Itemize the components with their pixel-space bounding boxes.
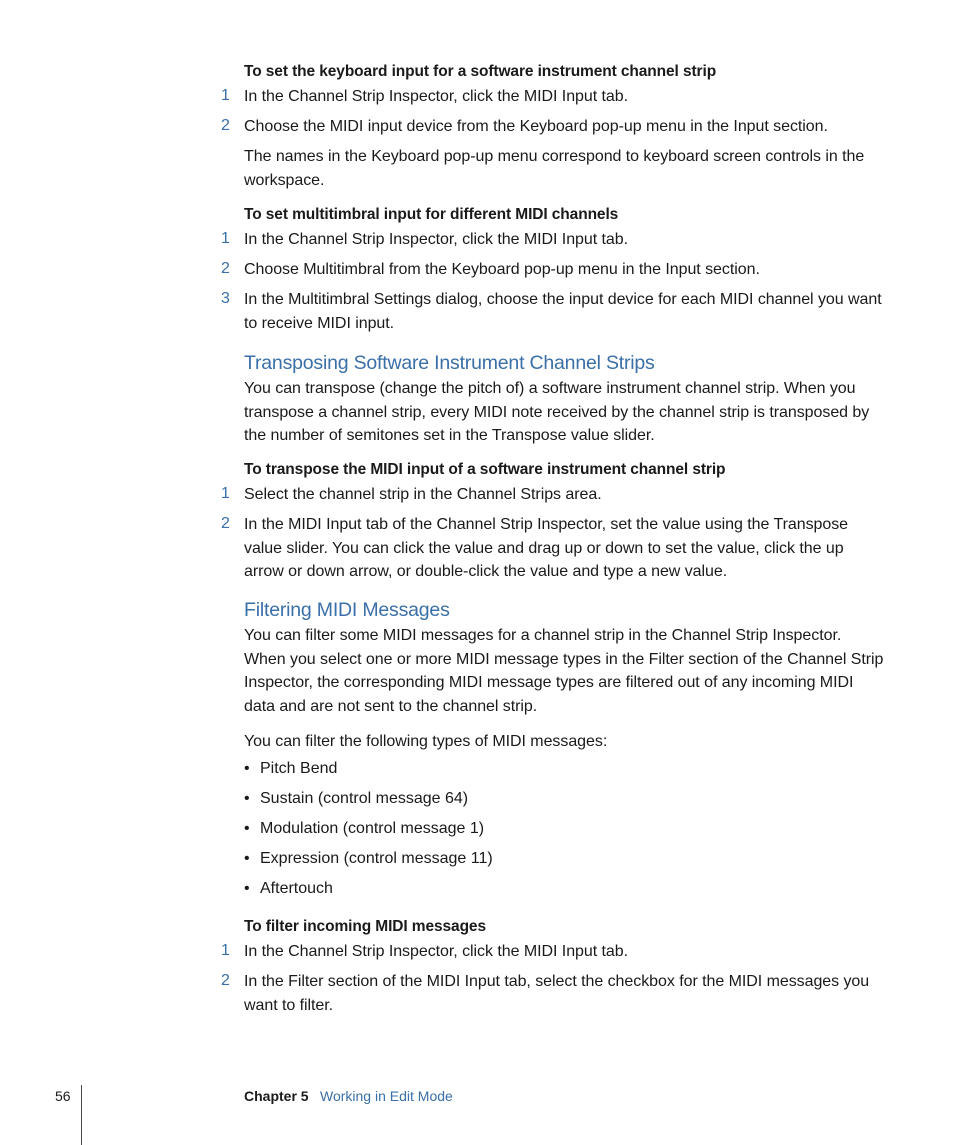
step-number: 1	[221, 87, 230, 104]
bullet-icon: •	[244, 790, 250, 807]
step-text: In the MIDI Input tab of the Channel Strip Inspector, set the value using the Transpose value slider. You can click the value and drag up or down to set the value, click the up arrow or down arrow, or double-click the value and type a new value.	[244, 516, 849, 580]
chapter-title: Working in Edit Mode	[320, 1088, 453, 1104]
step-text: In the Multitimbral Settings dialog, choose the input device for each MIDI channel you want to receive MIDI input.	[244, 291, 882, 332]
task-heading-text: To filter incoming MIDI messages	[244, 918, 486, 935]
page-number: 56	[55, 1088, 71, 1104]
step-text: In the Channel Strip Inspector, click the MIDI Input tab.	[244, 88, 629, 105]
task-heading-transpose: To transpose the MIDI input of a software instrument channel strip	[244, 461, 726, 478]
list-item: Aftertouch	[260, 880, 333, 897]
list-intro: You can filter the following types of MIDI messages:	[244, 733, 608, 750]
step-text: In the Channel Strip Inspector, click the MIDI Input tab.	[244, 231, 629, 248]
step-number: 2	[221, 972, 230, 989]
bullet-icon: •	[244, 880, 250, 897]
step-number: 1	[221, 485, 230, 502]
list-item: Expression (control message 11)	[260, 850, 493, 867]
step-text: Choose Multitimbral from the Keyboard pop-up menu in the Input section.	[244, 261, 760, 278]
list-item: Modulation (control message 1)	[260, 820, 485, 837]
task-heading-multitimbral: To set multitimbral input for different MIDI channels	[244, 206, 619, 223]
task-heading-keyboard-input: To set the keyboard input for a software instrument channel strip	[244, 63, 717, 80]
step-number: 1	[221, 230, 230, 247]
step-number: 3	[221, 290, 230, 307]
section-heading-transposing: Transposing Software Instrument Channel Strips	[244, 352, 655, 374]
intro-paragraph: You can filter some MIDI messages for a channel strip in the Channel Strip Inspector. When you select one or more MIDI message types in the Filter section of the Channel Strip Inspector, the corresponding MIDI message types are filtered out of any incoming MIDI data and are not sent to the channel strip.	[244, 627, 884, 715]
step-text: In the Filter section of the MIDI Input tab, select the checkbox for the MIDI messages you want to filter.	[244, 973, 870, 1014]
task-heading-filter	[244, 918, 486, 936]
step-number: 2	[221, 117, 230, 134]
footer-divider	[81, 1085, 82, 1145]
bullet-icon: •	[244, 850, 250, 867]
section-heading-filtering: Filtering MIDI Messages	[244, 599, 450, 621]
bullet-icon: •	[244, 820, 250, 837]
step-text: In the Channel Strip Inspector, click the MIDI Input tab.	[244, 943, 629, 960]
step-number: 2	[221, 515, 230, 532]
bullet-icon: •	[244, 760, 250, 777]
step-text: Select the channel strip in the Channel Strips area.	[244, 486, 602, 503]
step-number: 1	[221, 942, 230, 959]
step-text: Choose the MIDI input device from the Keyboard pop-up menu in the Input section.	[244, 118, 828, 135]
list-item: Pitch Bend	[260, 760, 338, 777]
note-paragraph: The names in the Keyboard pop-up menu correspond to keyboard screen controls in the workspace.	[244, 148, 865, 189]
intro-paragraph: You can transpose (change the pitch of) a software instrument channel strip. When you transpose a channel strip, every MIDI note received by the channel strip is transposed by the number of semitones set in the Transpose value slider.	[244, 380, 870, 444]
list-item: Sustain (control message 64)	[260, 790, 469, 807]
chapter-label: Chapter 5	[244, 1088, 309, 1104]
step-number: 2	[221, 260, 230, 277]
